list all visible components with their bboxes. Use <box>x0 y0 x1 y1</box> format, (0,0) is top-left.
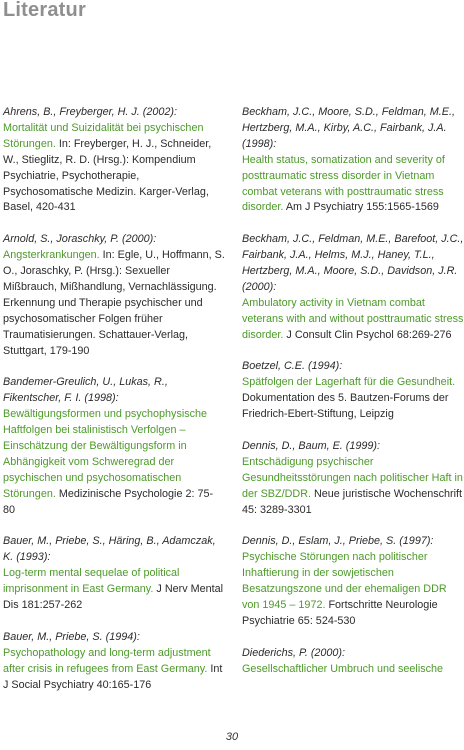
reference-publication: Am J Psychiatry 155:1565-1569 <box>285 201 439 214</box>
reference-entry <box>3 232 225 359</box>
reference-publication: Dokumentation des 5. Bautzen-Forums der Friedrich-Ebert-Stiftung, Leipzig <box>242 392 449 421</box>
reference-title: Spätfolgen der Lagerhaft für die Gesundheit. <box>242 376 456 389</box>
reference-authors: Bauer, M., Priebe, S. (1994): <box>3 630 140 643</box>
reference-publication: Medizinische Psychologie 2: 75-80 <box>3 487 214 516</box>
reference-entry <box>3 534 225 614</box>
reference-entry <box>242 105 464 216</box>
reference-column-left <box>3 105 225 709</box>
reference-title: Health status, somatization and severity of posttraumatic stress disorder in Vietnam combat veterans with posttraumatic stress disorder. <box>242 153 445 214</box>
reference-publication: J Consult Clin Psychol 68:269-276 <box>286 328 452 341</box>
page-title: Literatur <box>3 0 86 21</box>
reference-entry <box>242 232 464 343</box>
reference-title: Entschädigung psychischer Gesundheitsstörungen nach politischer Haft in der SBZ/DDR. <box>242 455 463 500</box>
reference-title: Psychopathology and long-term adjustment after crisis in refugees from East Germany. <box>3 646 211 675</box>
reference-authors: Boetzel, C.E. (1994): <box>242 360 343 373</box>
reference-entry <box>3 105 225 216</box>
reference-title: Log-term mental sequelae of political imprisonment in East Germany. <box>3 567 180 596</box>
reference-authors: Bauer, M., Priebe, S., Häring, B., Adamczak, K. (1993): <box>3 535 216 564</box>
reference-publication: J Nerv Mental Dis 181:257-262 <box>3 583 224 612</box>
reference-authors: Ahrens, B., Freyberger, H. J. (2002): <box>3 106 178 118</box>
reference-column-right <box>242 105 464 693</box>
reference-entry <box>242 439 464 519</box>
reference-publication: In: Egle, U., Hoffmann, S. O., Joraschky, P. (Hrsg.): Sexueller Mißbrauch, Mißhandlung, Vernachlässigung. Erkennung und Therapie psychischer und psychosomatischer Folgen früher Traumatisierungen. Schattauer-Verlag, Stuttgart, 179-190 <box>3 249 225 357</box>
reference-authors: Arnold, S., Joraschky, P. (2000): <box>3 233 157 246</box>
reference-title: Ambulatory activity in Vietnam combat veterans with and without posttraumatic stress disorder. <box>242 296 464 341</box>
reference-entry <box>3 630 225 694</box>
reference-publication: Int J Social Psychiatry 40:165-176 <box>3 662 223 691</box>
reference-authors: Beckham, J.C., Feldman, M.E., Barefoot, J.C., Fairbank, J.A., Helms, M.J., Haney, T.L., Hertzberg, M.A., Moore, S.D., Davidson, J.R. (2000): <box>242 233 464 293</box>
reference-title: Angsterkrankungen. <box>3 249 100 262</box>
reference-title: Mortalität und Suizidalität bei psychischen Störungen. <box>3 121 204 150</box>
reference-title: Gesellschaftlicher Umbruch und seelische <box>242 662 444 675</box>
page-number: 30 <box>225 731 239 743</box>
reference-entry <box>242 359 464 423</box>
reference-publication: In: Freyberger, H. J., Schneider, W., Stieglitz, R. D. (Hrsg.): Kompendium Psychiatrie, Psychotherapie, Psychosomatische Medizin. Karger-Verlag, Basel, 420-431 <box>3 137 212 214</box>
reference-entry <box>3 375 225 518</box>
reference-publication: Fortschritte Neurologie Psychiatrie 65: 524-530 <box>242 599 438 627</box>
reference-title: Bewältigungsformen und psychophysische Haftfolgen bei stalinistisch Verfolgen – Einschätzung der Bewältigungsform in Abhängigkeit vom Schweregrad der psychischen und psychosomatischen Störungen. <box>3 408 208 500</box>
reference-title: Psychische Störungen nach politischer Inhaftierung in der sowjetischen Besatzungszone und der ehemaligen DDR von 1945 – 1972. <box>242 551 447 612</box>
reference-authors: Beckham, J.C., Moore, S.D., Feldman, M.E., Hertzberg, M.A., Kirby, A.C., Fairbank, J.A. (1998): <box>242 106 456 150</box>
reference-authors: Bandemer-Greulich, U., Lukas, R., Fikentscher, F. I. (1998): <box>3 376 168 405</box>
reference-entry <box>242 646 464 678</box>
reference-entry <box>242 534 464 629</box>
reference-authors: Dennis, D., Baum, E. (1999): <box>242 439 381 452</box>
reference-authors: Dennis, D., Eslam, J., Priebe, S. (1997): <box>242 535 434 548</box>
reference-publication: Neue juristische Wochenschrift 45: 3289-3301 <box>242 487 463 516</box>
reference-authors: Diederichs, P. (2000): <box>242 646 346 659</box>
